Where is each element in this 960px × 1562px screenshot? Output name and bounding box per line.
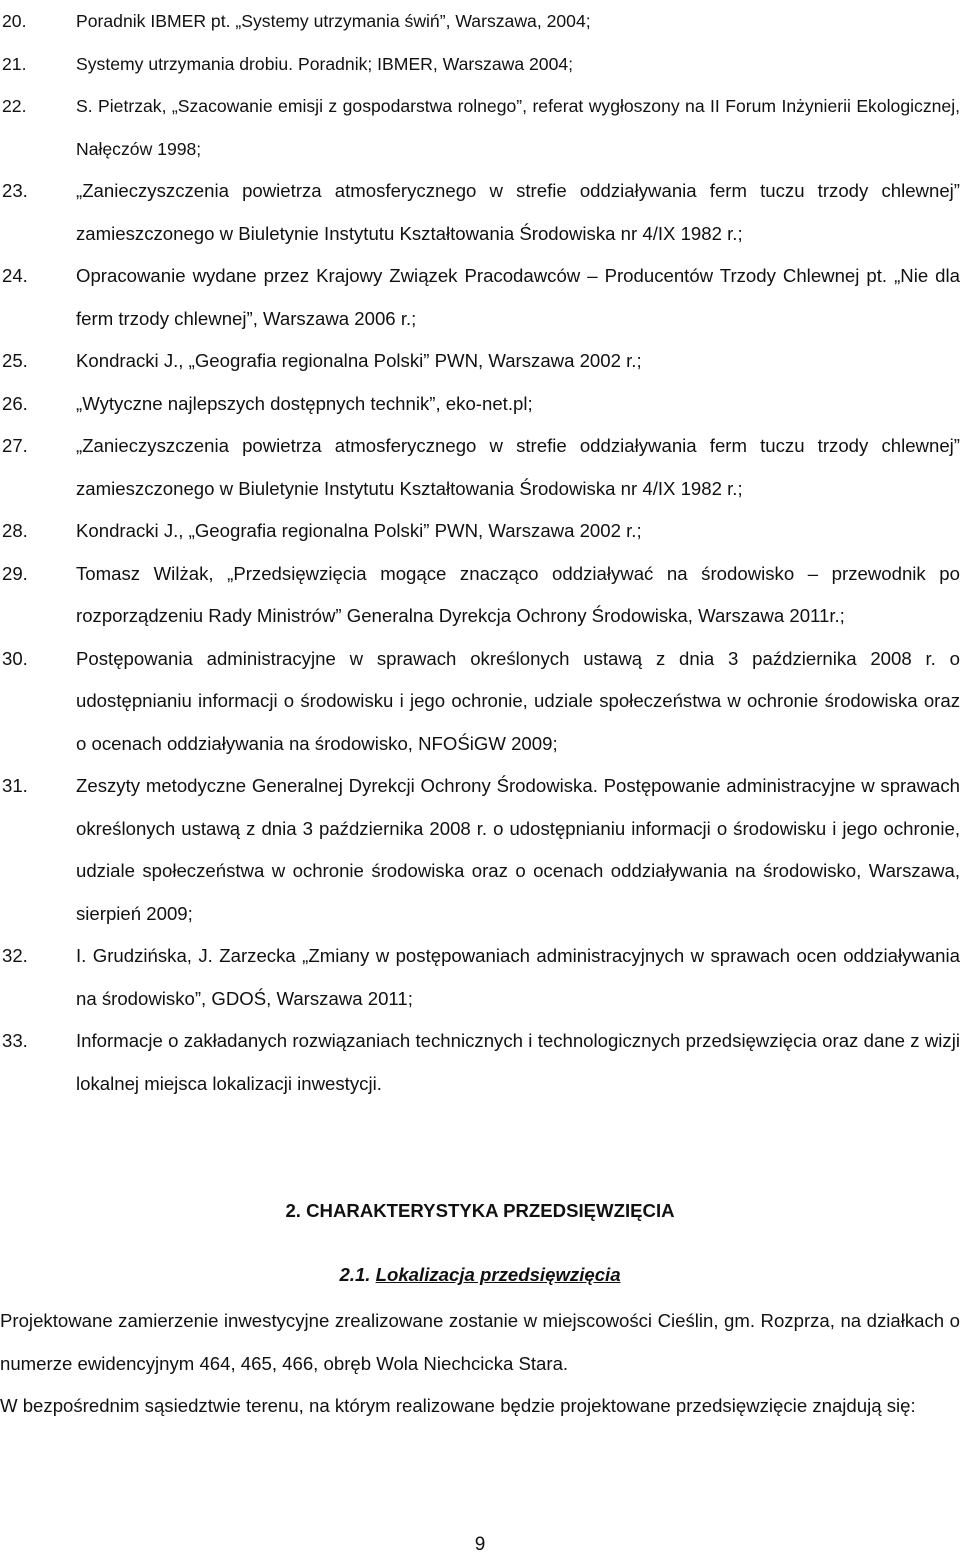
reference-text: S. Pietrzak, „Szacowanie emisji z gospodarstwa rolnego”, referat wygłoszony na II Forum Inżynierii Ekologicznej, Nałęczów 1998; xyxy=(76,96,960,159)
reference-item xyxy=(0,638,960,766)
subsection-number: 2.1. xyxy=(339,1264,371,1285)
subsection-title: Lokalizacja przedsięwzięcia xyxy=(375,1264,621,1285)
reference-text: Postępowania administracyjne w sprawach określonych ustawą z dnia 3 października 2008 r. o udostępnianiu informacji o środowisku i jego ochronie, udziale społeczeństwa w ochronie środowiska oraz o ocenach oddziaływania na środowisko, NFOŚiGW 2009; xyxy=(76,647,960,754)
reference-number: 32. xyxy=(2,945,28,966)
reference-number: 31. xyxy=(2,775,28,796)
reference-number: 33. xyxy=(2,1030,28,1051)
reference-number: 24. xyxy=(2,265,28,286)
reference-number: 21. xyxy=(2,53,27,74)
reference-number: 20. xyxy=(2,11,27,31)
reference-number: 23. xyxy=(2,180,28,201)
reference-text: „Zanieczyszczenia powietrza atmosferycznego w strefie oddziaływania ferm tuczu trzody chlewnej” zamieszczonego w Biuletynie Instytutu Kształtowania Środowiska nr 4/IX 1982 r.; xyxy=(76,435,960,499)
reference-number: 28. xyxy=(2,520,28,541)
reference-text: I. Grudzińska, J. Zarzecka „Zmiany w postępowaniach administracyjnych w sprawach ocen oddziaływania na środowisko”, GDOŚ, Warszawa 2011; xyxy=(76,945,960,1009)
reference-text: Poradnik IBMER pt. „Systemy utrzymania świń”, Warszawa, 2004; xyxy=(76,11,591,31)
reference-text: Kondracki J., „Geografia regionalna Polski” PWN, Warszawa 2002 r.; xyxy=(76,520,642,541)
reference-number: 22. xyxy=(2,96,27,116)
reference-item xyxy=(0,1020,960,1105)
reference-number: 27. xyxy=(2,435,28,456)
reference-item xyxy=(0,553,960,638)
reference-item xyxy=(0,340,960,383)
reference-item xyxy=(0,43,960,86)
body-paragraph: Projektowane zamierzenie inwestycyjne zrealizowane zostanie w miejscowości Cieślin, gm. Rozprza, na działkach o numerze ewidencyjnym 464, 465, 466, obręb Wola Niechcicka Stara. xyxy=(0,1310,960,1374)
subsection-heading xyxy=(0,1264,960,1286)
reference-number: 30. xyxy=(2,647,28,669)
reference-text: „Wytyczne najlepszych dostępnych technik”, eko-net.pl; xyxy=(76,392,533,414)
reference-text: Tomasz Wilżak, „Przedsięwzięcia mogące znacząco oddziaływać na środowisko – przewodnik po rozporządzeniu Rady Ministrów” Generalna Dyrekcja Ochrony Środowiska, Warszawa 2011r.; xyxy=(76,562,960,626)
reference-text: Zeszyty metodyczne Generalnej Dyrekcji Ochrony Środowiska. Postępowanie administracyjne w sprawach określonych ustawą z dnia 3 października 2008 r. o udostępnianiu informacji o środowisku i jego ochronie, udziale społeczeństwa w ochronie środowiska oraz o ocenach oddziaływania na środowisko, Warszawa, sierpień 2009; xyxy=(76,775,960,924)
reference-text: Informacje o zakładanych rozwiązaniach technicznych i technologicznych przedsięwzięcia oraz dane z wizji lokalnej miejsca lokalizacji inwestycji. xyxy=(76,1030,960,1094)
reference-text: Kondracki J., „Geografia regionalna Polski” PWN, Warszawa 2002 r.; xyxy=(76,350,642,371)
reference-number: 29. xyxy=(2,562,28,584)
reference-item xyxy=(0,383,960,426)
reference-item xyxy=(0,935,960,1020)
reference-item xyxy=(0,255,960,340)
reference-number: 25. xyxy=(2,350,28,371)
reference-text: Opracowanie wydane przez Krajowy Związek Pracodawców – Producentów Trzody Chlewnej pt. „Nie dla ferm trzody chlewnej”, Warszawa 2006 r.; xyxy=(76,265,960,329)
reference-text: „Zanieczyszczenia powietrza atmosferycznego w strefie oddziaływania ferm tuczu trzody chlewnej” zamieszczonego w Biuletynie Instytutu Kształtowania Środowiska nr 4/IX 1982 r.; xyxy=(76,180,960,244)
page-number: 9 xyxy=(474,1534,486,1555)
reference-text: Systemy utrzymania drobiu. Poradnik; IBMER, Warszawa 2004; xyxy=(76,53,574,74)
section-heading: 2. CHARAKTERYSTYKA PRZEDSIĘWZIĘCIA xyxy=(285,1200,675,1221)
reference-item xyxy=(0,425,960,510)
reference-number: 26. xyxy=(2,392,28,414)
reference-item xyxy=(0,0,960,43)
reference-item xyxy=(0,85,960,170)
body-paragraph: W bezpośrednim sąsiedztwie terenu, na którym realizowane będzie projektowane przedsięwzięcie znajdują się: xyxy=(0,1395,916,1416)
reference-item xyxy=(0,765,960,935)
reference-item xyxy=(0,510,960,553)
reference-item xyxy=(0,170,960,255)
